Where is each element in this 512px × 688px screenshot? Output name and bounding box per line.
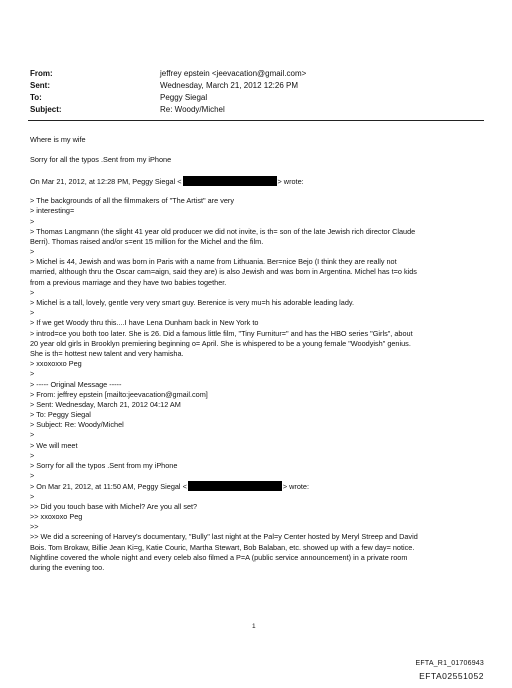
body-line: >: [30, 369, 35, 379]
bates-number-secondary: EFTA02551052: [419, 671, 484, 681]
body-line: during the evening too.: [30, 562, 105, 572]
email-body: [30, 135, 482, 573]
body-line: > To: Peggy Siegal: [30, 410, 91, 420]
body-line: >: [30, 308, 35, 318]
body-line: >: [30, 471, 35, 481]
body-line: > The backgrounds of all the filmmakers of "The Artist" are very: [30, 196, 234, 206]
from-label: From:: [30, 69, 53, 78]
body-line-text: > wrote:: [277, 176, 304, 186]
body-line-text: On Mar 21, 2012, at 12:28 PM, Peggy Siegal <: [30, 176, 182, 186]
body-line: >> We did a screening of Harvey's documentary, "Bully" last night at the Pal=y Center hosted by Meryl Streep and David: [30, 532, 418, 542]
sent-row: [30, 80, 470, 92]
body-line: >>: [30, 522, 39, 532]
email-header: [30, 68, 470, 116]
body-line: >> Did you touch base with Michel? Are you all set?: [30, 501, 198, 511]
body-line: > If we get Woody thru this....I have Lena Dunham back in New York to: [30, 318, 259, 328]
body-line: >: [30, 216, 35, 226]
to-row: [30, 92, 470, 104]
sent-label: Sent:: [30, 81, 50, 90]
body-line: >: [30, 247, 35, 257]
bates-number-primary: EFTA_R1_01706943: [415, 660, 484, 667]
body-line: >: [30, 287, 35, 297]
redaction-box: [183, 176, 277, 186]
body-line: from a previous marriage and they have two babies together.: [30, 277, 227, 287]
body-line: >: [30, 491, 35, 501]
body-line-text: > wrote:: [282, 482, 310, 492]
body-line: >: [30, 450, 35, 460]
body-line: > Michel is a tall, lovely, gentle very very smart guy. Berenice is very mu=h his adorable leading lady.: [30, 298, 355, 307]
body-line: > Sent: Wednesday, March 21, 2012 04:12 AM: [30, 399, 181, 409]
body-line: > xxoxoxxo Peg: [30, 359, 82, 369]
body-line: >: [30, 430, 35, 440]
redaction-box: [188, 481, 282, 491]
body-line: > From: jeffrey epstein [mailto:jeevacation@gmail.com]: [30, 389, 208, 399]
page-number: 1: [252, 623, 256, 630]
body-line: She is th= hottest new talent and very hamisha.: [30, 348, 184, 358]
header-divider: [28, 120, 484, 121]
body-line: Sorry for all the typos .Sent from my iPhone: [30, 155, 172, 165]
subject-label: Subject:: [30, 105, 62, 114]
quote-intro-line: [30, 481, 482, 491]
body-line-text: > On Mar 21, 2012, at 11:50 AM, Peggy Siegal <: [30, 482, 187, 492]
body-line: > ----- Original Message -----: [30, 379, 122, 389]
sent-value: Wednesday, March 21, 2012 12:26 PM: [160, 81, 299, 90]
to-value: Peggy Siegal: [160, 93, 208, 102]
to-label: To:: [30, 93, 42, 102]
body-line: > Michel is 44, Jewish and was born in Paris with a name from Lithuania. Ber=nice Bejo (I think they are really not: [30, 257, 397, 267]
subject-value: Re: Woody/Michel: [160, 105, 225, 114]
body-line: 20 year old girls in Brooklyn premiering beginning o= April. She is whispered to be a young female "Woodyish" genius.: [30, 338, 411, 348]
from-value: jeffrey epstein <jeevacation@gmail.com>: [160, 69, 307, 78]
body-line: married, although thru the Oscar cam=aign, said they are) is also Jewish and was born in Argentina. Michel has t=o kids: [30, 267, 417, 277]
body-line: Nightline covered the whole night and every celeb also filmed a P=A (public service announcement) in a private room: [30, 552, 408, 562]
body-line: >> xxoxoxo Peg: [30, 511, 83, 521]
subject-row: [30, 104, 470, 116]
body-line: Where is my wife: [30, 135, 86, 144]
quote-intro-line: [30, 176, 482, 186]
body-line: > introd=ce you both too later. She is 26. Did a famous little film, "Tiny Furnitur=" and has the HBO series "Girls", about: [30, 328, 413, 338]
body-line: > We will meet: [30, 440, 78, 450]
body-line: > Sorry for all the typos .Sent from my iPhone: [30, 461, 178, 470]
body-line: > Subject: Re: Woody/Michel: [30, 420, 124, 430]
body-line: Bois. Tom Brokaw, Billie Jean Ki=g, Katie Couric, Martha Stewart, Bob Balaban, etc. showed up with a few day= notice.: [30, 542, 415, 552]
from-row: [30, 68, 470, 80]
body-line: > Thomas Langmann (the slight 41 year old producer we did not invite, is th= son of the late Jewish rich director Claude: [30, 226, 416, 236]
body-line: Berri). Thomas raised and/or s=ent 15 million for the Michel and the film.: [30, 236, 264, 246]
body-line: > interesting=: [30, 206, 75, 216]
